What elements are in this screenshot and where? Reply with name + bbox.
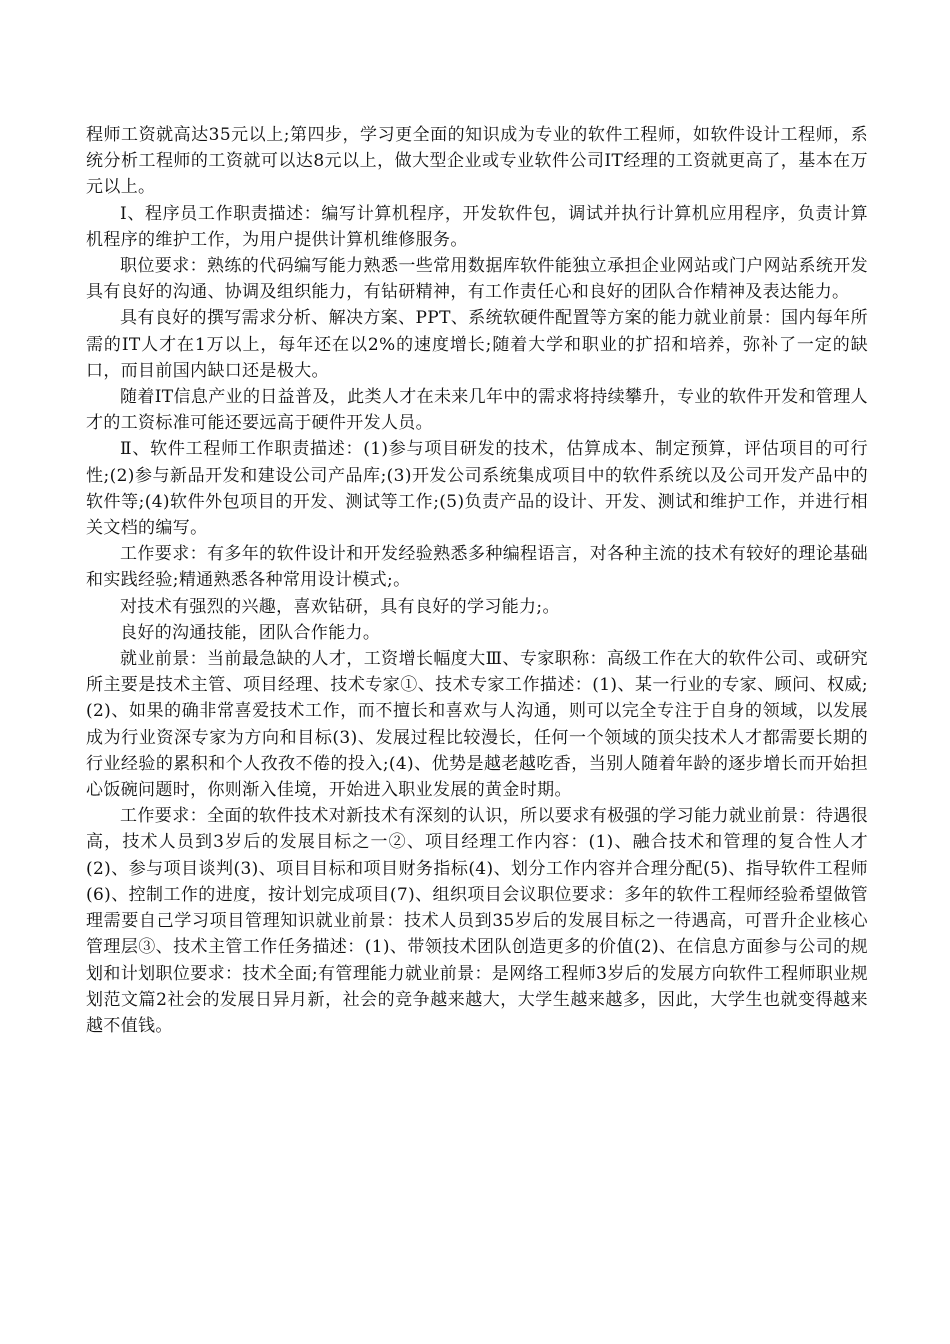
paragraph-2: 职位要求：熟练的代码编写能力熟悉一些常用数据库软件能独立承担企业网站或门户网站系统开发具有良好的沟通、协调及组织能力，有钻研精神，有工作责任心和良好的团队合作精神及表达能力。 [86,256,868,303]
paragraph-9: 就业前景：当前最急缺的人才，工资增长幅度大Ⅲ、专家职称：高级工作在大的软件公司、或研究所主要是技术主管、项目经理、技术专家①、技术专家工作描述：(1)、某一行业的专家、顾问、权威;(2)、如果的确非常喜爱技术工作，而不擅长和喜欢与人沟通，则可以完全专注于自身的领域，以发展成为行业资深专家为方向和目标(3)、发展过程比较漫长，任何一个领域的顶尖技术人才都需要长期的行业经验的累积和个人孜孜不倦的投入;(4)、优势是越老越吃香，当别人随着年龄的逐步增长而开始担心饭碗问题时，你则渐入佳境，开始进入职业发展的黄金时期。 [86,649,868,801]
paragraph-7: 对技术有强烈的兴趣，喜欢钻研，具有良好的学习能力;。 [120,596,560,617]
paragraph-6: 工作要求：有多年的软件设计和开发经验熟悉多种编程语言，对各种主流的技术有较好的理论基础和实践经验;精通熟悉各种常用设计模式;。 [86,544,868,591]
paragraph-8: 良好的沟通技能，团队合作能力。 [120,622,381,643]
paragraph-5: Ⅱ、软件工程师工作职责描述：(1)参与项目研发的技术，估算成本、制定预算，评估项目的可行性;(2)参与新品开发和建设公司产品库;(3)开发公司系统集成项目中的软件系统以及公司开发产品中的软件等;(4)软件外包项目的开发、测试等工作;(5)负责产品的设计、开发、测试和维护工作，并进行相关文档的编写。 [86,439,868,539]
paragraph-10: 工作要求：全面的软件技术对新技术有深刻的认识，所以要求有极强的学习能力就业前景：待遇很高，技术人员到3岁后的发展目标之一②、项目经理工作内容：(1)、融合技术和管理的复合性人才(2)、参与项目谈判(3)、项目目标和项目财务指标(4)、划分工作内容并合理分配(5)、指导软件工程师(6)、控制工作的进度，按计划完成项目(7)、组织项目会议职位要求：多年的软件工程师经验希望做管理需要自己学习项目管理知识就业前景：技术人员到35岁后的发展目标之一待遇高，可晋升企业核心管理层③、技术主管工作任务描述：(1)、带领技术团队创造更多的价值(2)、在信息方面参与公司的规划和计划职位要求：技术全面;有管理能力就业前景：是网络工程师3岁后的发展方向软件工程师职业规划范文篇2社会的发展日异月新，社会的竞争越来越大，大学生越来越多，因此，大学生也就变得越来越不值钱。 [86,806,868,1036]
paragraph-4: 随着IT信息产业的日益普及，此类人才在未来几年中的需求将持续攀升，专业的软件开发和管理人才的工资标准可能还要远高于硬件开发人员。 [86,387,868,434]
paragraph-3: 具有良好的撰写需求分析、解决方案、PPT、系统软硬件配置等方案的能力就业前景：国内每年所需的IT人才在1万以上，每年还在以2%的速度增长;随着大学和职业的扩招和培养，弥补了一定的缺口，而目前国内缺口还是极大。 [86,308,868,381]
paragraph-0: 程师工资就高达35元以上;第四步，学习更全面的知识成为专业的软件工程师，如软件设计工程师，系统分析工程师的工资就可以达8元以上，做大型企业或专业软件公司IT经理的工资就更高了，基本在万元以上。 [86,125,868,198]
paragraph-1: Ⅰ、程序员工作职责描述：编写计算机程序，开发软件包，调试并执行计算机应用程序，负责计算机程序的维护工作，为用户提供计算机维修服务。 [86,203,868,250]
document-body [86,122,868,1039]
